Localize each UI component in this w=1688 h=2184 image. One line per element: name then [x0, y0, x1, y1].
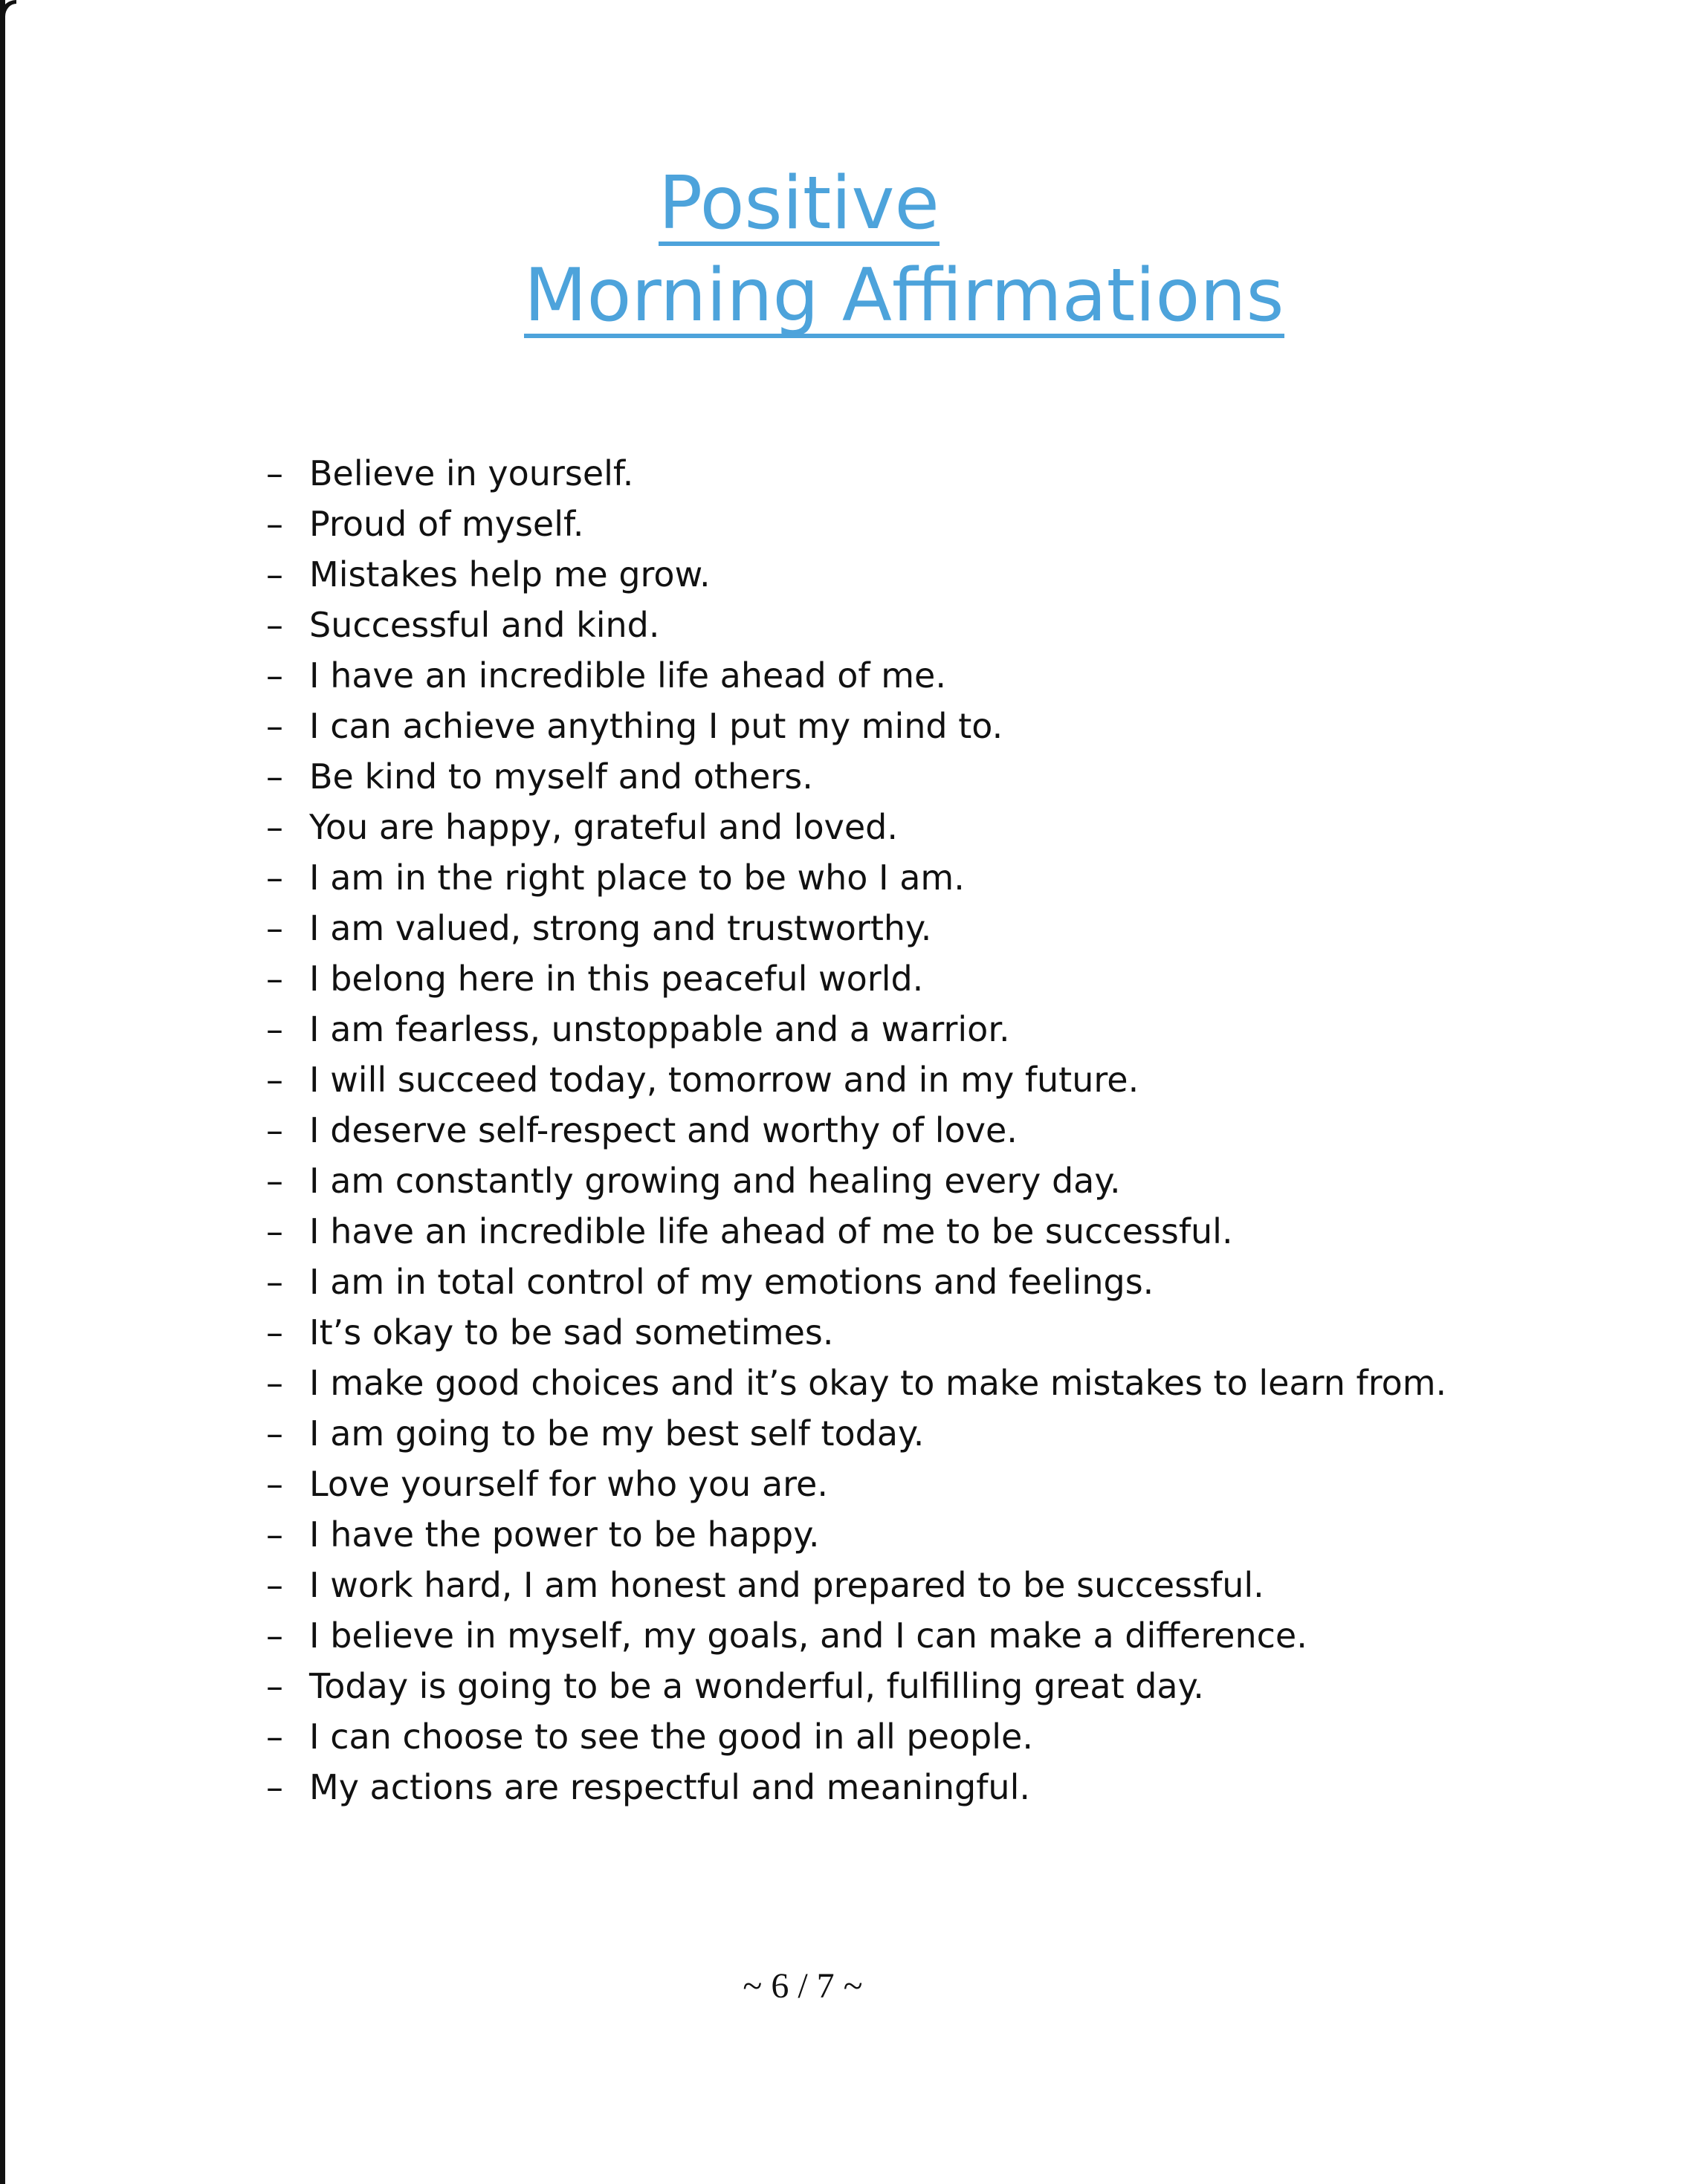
- affirmation-text: Be kind to myself and others.: [309, 756, 813, 797]
- affirmation-item: [266, 655, 1446, 706]
- affirmation-item: [266, 959, 1446, 1009]
- dash-bullet: –: [266, 605, 283, 645]
- dash-bullet: –: [266, 1060, 283, 1100]
- dash-bullet: –: [266, 453, 283, 493]
- dash-bullet: –: [266, 1211, 283, 1251]
- affirmation-text: Proud of myself.: [309, 504, 584, 544]
- affirmation-item: [266, 756, 1446, 807]
- dash-bullet: –: [266, 1666, 283, 1706]
- dash-bullet: –: [266, 1464, 283, 1504]
- affirmation-item: [266, 807, 1446, 858]
- dash-bullet: –: [266, 504, 283, 544]
- dash-bullet: –: [266, 959, 283, 999]
- affirmation-text: I am constantly growing and healing every day.: [309, 1161, 1121, 1201]
- affirmation-item: [266, 1565, 1446, 1616]
- affirmation-text: I can achieve anything I put my mind to.: [309, 706, 1003, 746]
- affirmation-text: It’s okay to be sad sometimes.: [309, 1312, 834, 1352]
- dash-bullet: –: [266, 1717, 283, 1757]
- dash-bullet: –: [266, 1616, 283, 1656]
- affirmation-text: I work hard, I am honest and prepared to be successful.: [309, 1565, 1264, 1605]
- dash-bullet: –: [266, 756, 283, 797]
- dash-bullet: –: [266, 858, 283, 898]
- affirmation-text: I have an incredible life ahead of me to be successful.: [309, 1211, 1233, 1251]
- affirmation-item: [266, 1262, 1446, 1312]
- affirmation-text: I believe in myself, my goals, and I can make a difference.: [309, 1616, 1307, 1656]
- affirmation-text: I have an incredible life ahead of me.: [309, 655, 946, 696]
- dash-bullet: –: [266, 1565, 283, 1605]
- dash-bullet: –: [266, 1312, 283, 1352]
- dash-bullet: –: [266, 807, 283, 847]
- affirmation-text: I am fearless, unstoppable and a warrior.: [309, 1009, 1010, 1049]
- affirmation-text: I belong here in this peaceful world.: [309, 959, 924, 999]
- affirmation-item: [266, 1514, 1446, 1565]
- dash-bullet: –: [266, 1413, 283, 1454]
- affirmation-item: [266, 1161, 1446, 1211]
- affirmation-item: [266, 1211, 1446, 1262]
- affirmation-item: [266, 605, 1446, 655]
- affirmation-text: Successful and kind.: [309, 605, 660, 645]
- dash-bullet: –: [266, 1262, 283, 1302]
- affirmation-item: [266, 1616, 1446, 1666]
- affirmation-text: I am valued, strong and trustworthy.: [309, 908, 932, 948]
- dash-bullet: –: [266, 1009, 283, 1049]
- title-line-positive: Positive: [659, 161, 940, 246]
- affirmation-item: [266, 706, 1446, 756]
- dash-bullet: –: [266, 1363, 283, 1403]
- affirmation-text: I am going to be my best self today.: [309, 1413, 925, 1454]
- affirmation-item: [266, 1767, 1446, 1818]
- dash-bullet: –: [266, 908, 283, 948]
- page-number: ~ 6 / 7 ~: [743, 1966, 863, 2006]
- dash-bullet: –: [266, 1161, 283, 1201]
- dash-bullet: –: [266, 1514, 283, 1555]
- affirmation-item: [266, 1464, 1446, 1514]
- affirmation-text: I will succeed today, tomorrow and in my future.: [309, 1060, 1139, 1100]
- affirmation-text: Love yourself for who you are.: [309, 1464, 828, 1504]
- affirmation-text: I can choose to see the good in all people.: [309, 1717, 1033, 1757]
- affirmation-item: [266, 1110, 1446, 1161]
- affirmation-text: I make good choices and it’s okay to make mistakes to learn from.: [309, 1363, 1447, 1403]
- affirmation-item: [266, 453, 1446, 504]
- affirmation-list: [266, 453, 1446, 1818]
- affirmation-text: I am in total control of my emotions and feelings.: [309, 1262, 1154, 1302]
- affirmation-item: [266, 858, 1446, 908]
- dash-bullet: –: [266, 655, 283, 696]
- affirmation-text: Believe in yourself.: [309, 453, 634, 493]
- affirmation-item: [266, 1717, 1446, 1767]
- dash-bullet: –: [266, 1110, 283, 1150]
- affirmation-item: [266, 1312, 1446, 1363]
- title-line-morning-affirmations: Morning Affirmations: [524, 253, 1284, 338]
- affirmation-text: I am in the right place to be who I am.: [309, 858, 965, 898]
- affirmation-text: Today is going to be a wonderful, fulfilling great day.: [309, 1666, 1204, 1706]
- affirmation-text: My actions are respectful and meaningful.: [309, 1767, 1030, 1807]
- affirmation-text: You are happy, grateful and loved.: [309, 807, 898, 847]
- affirmation-item: [266, 554, 1446, 605]
- dash-bullet: –: [266, 706, 283, 746]
- scan-edge: [0, 0, 5, 2184]
- affirmation-item: [266, 504, 1446, 554]
- affirmation-item: [266, 1363, 1446, 1413]
- affirmation-item: [266, 1413, 1446, 1464]
- affirmation-text: I have the power to be happy.: [309, 1514, 820, 1555]
- dash-bullet: –: [266, 1767, 283, 1807]
- dash-bullet: –: [266, 554, 283, 594]
- affirmation-text: I deserve self-respect and worthy of love.: [309, 1110, 1018, 1150]
- affirmation-text: Mistakes help me grow.: [309, 554, 711, 594]
- affirmation-item: [266, 1666, 1446, 1717]
- affirmation-item: [266, 1060, 1446, 1110]
- affirmation-item: [266, 908, 1446, 959]
- affirmation-item: [266, 1009, 1446, 1060]
